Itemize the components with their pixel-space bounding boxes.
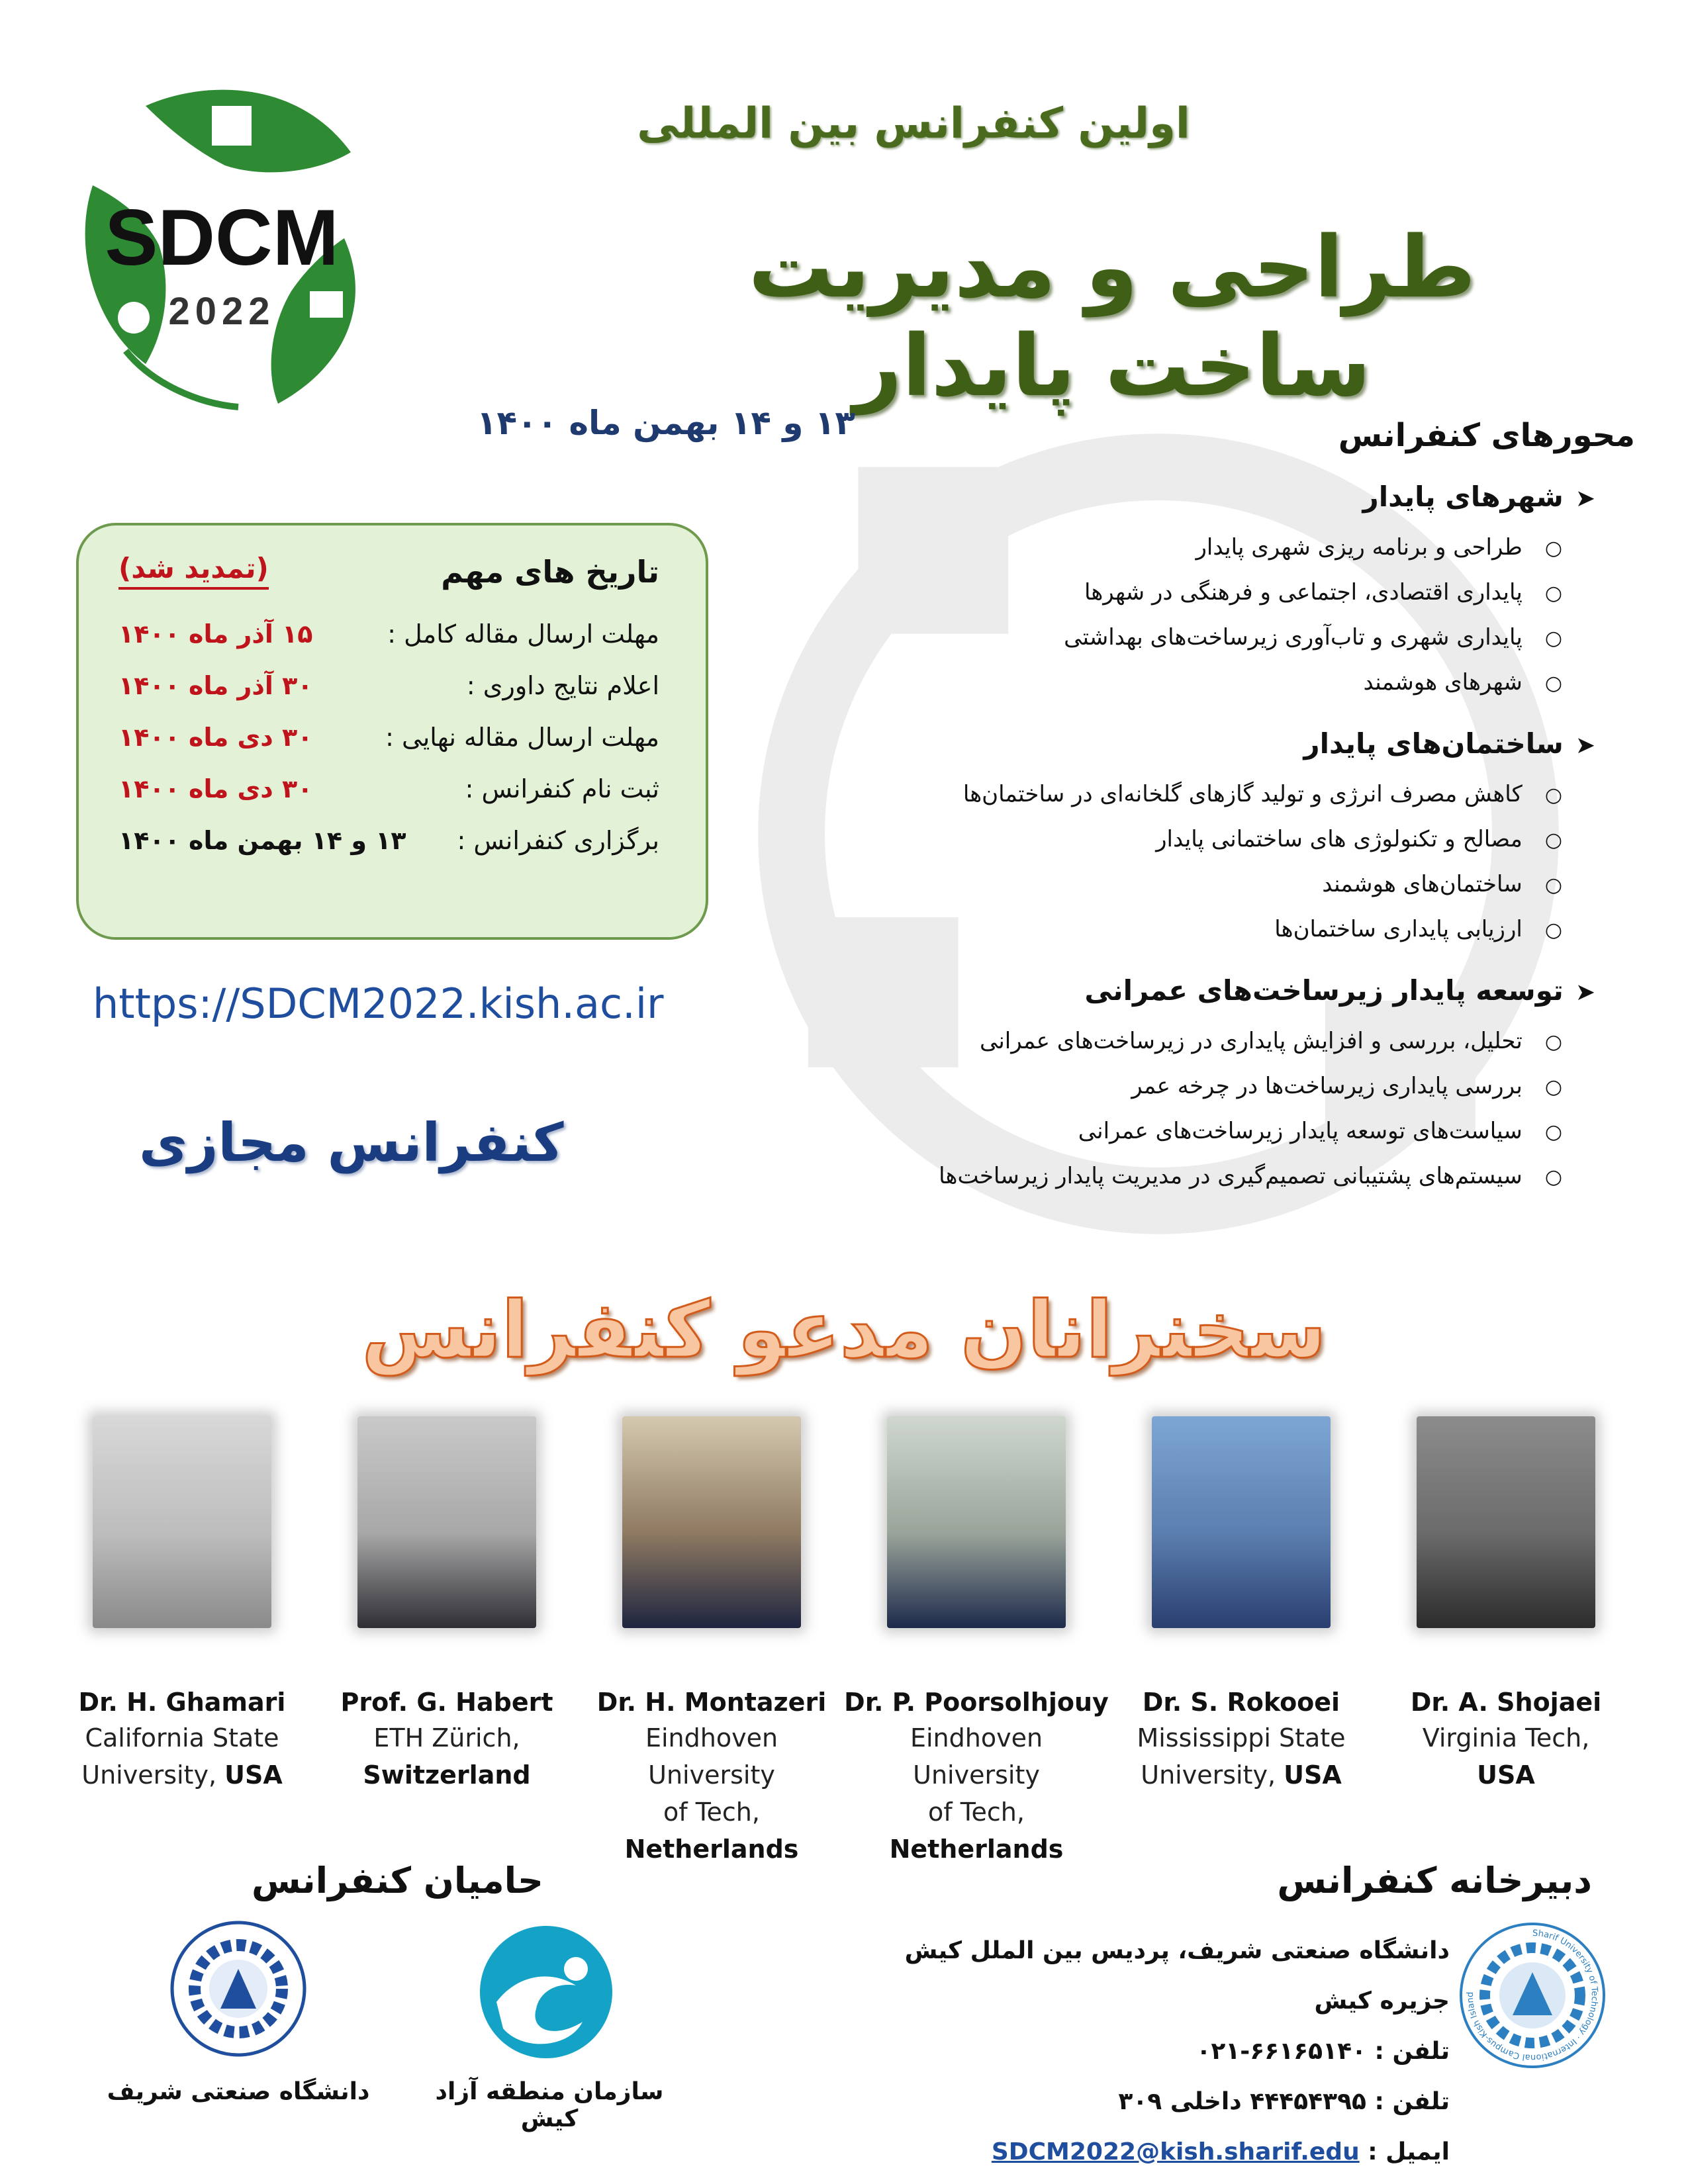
topic-item: ○ پایداری اقتصادی، اجتماعی و فرهنگی در شهرها xyxy=(695,570,1562,615)
speaker-affiliation: Eindhoven University of Tech, Netherlands xyxy=(624,1723,799,1864)
secretariat-title: دبیرخانه کنفرانس xyxy=(1277,1860,1592,1901)
topic-item: ○ تحلیل، بررسی و افزایش پایداری در زیرساخت‌های عمرانی xyxy=(695,1019,1562,1064)
date-label: اعلام نتایج داوری : xyxy=(466,671,659,700)
date-value: ۳۰ دی ماه ۱۴۰۰ xyxy=(118,774,313,803)
kish-free-zone-logo xyxy=(477,1923,616,2062)
topic-item: ○ سیستم‌های پشتیبانی تصمیم‌گیری در مدیریت پایدار زیرساخت‌ها xyxy=(695,1154,1562,1199)
speaker-card xyxy=(1374,1416,1638,1794)
topic-group-title: ➤ توسعه پایدار زیرساخت‌های عمرانی xyxy=(695,974,1595,1007)
date-label: ثبت نام کنفرانس : xyxy=(465,774,659,803)
topic-group xyxy=(695,480,1635,705)
speaker-card xyxy=(314,1416,579,1794)
date-row xyxy=(118,711,659,763)
speaker-photo xyxy=(622,1416,801,1628)
speaker-name: Dr. S. Rokooei xyxy=(1142,1688,1340,1717)
date-value: ۳۰ آذر ماه ۱۴۰۰ xyxy=(118,671,313,700)
topic-group-title: ➤ ساختمان‌های پایدار xyxy=(695,727,1595,760)
date-row xyxy=(118,815,659,866)
speaker-card xyxy=(50,1416,314,1794)
topic-item: ○ شهرهای هوشمند xyxy=(695,660,1562,705)
speakers-title: سخنرانان مدعو کنفرانس xyxy=(361,1284,1327,1375)
speaker-affiliation: Virginia Tech, USA xyxy=(1422,1723,1590,1790)
topic-item: ○ ساختمان‌های هوشمند xyxy=(695,862,1562,907)
secretariat-address: دانشگاه صنعتی شریف، پردیس بین الملل کیش xyxy=(904,1937,1450,1964)
sdcm-logo xyxy=(66,73,377,424)
topic-item: ○ بررسی پایداری زیرساخت‌ها در چرخه عمر xyxy=(695,1064,1562,1109)
sharif-university-logo xyxy=(169,1919,308,2058)
topic-item: ○ مصالح و تکنولوژی های ساختمانی پایدار xyxy=(695,817,1562,862)
logo-text: SDCM xyxy=(105,193,339,282)
topic-item: ○ پایداری شهری و تاب‌آوری زیرساخت‌های بهداشتی xyxy=(695,615,1562,660)
secretariat-city: جزیره کیش xyxy=(1314,1987,1450,2015)
date-value: ۱۳ و ۱۴ بهمن ماه ۱۴۰۰ xyxy=(118,826,406,855)
email-link[interactable]: SDCM2022@kish.sharif.edu xyxy=(991,2138,1360,2165)
conference-date: ۱۳ و ۱۴ بهمن ماه ۱۴۰۰ xyxy=(477,404,855,442)
website-link[interactable]: https://SDCM2022.kish.ac.ir xyxy=(93,979,664,1028)
speaker-photo xyxy=(887,1416,1066,1628)
speaker-photo xyxy=(357,1416,536,1628)
email-label: ایمیل : xyxy=(1359,2138,1450,2165)
speaker-photo xyxy=(1417,1416,1595,1628)
topic-item: ○ ارزیابی پایداری ساختمان‌ها xyxy=(695,907,1562,952)
topic-item: ○ سیاست‌های توسعه پایدار زیرساخت‌های عمرانی xyxy=(695,1109,1562,1154)
speaker-name: Prof. G. Habert xyxy=(340,1688,553,1717)
speaker-affiliation: ETH Zürich, Switzerland xyxy=(363,1723,531,1790)
speaker-photo xyxy=(1152,1416,1331,1628)
date-row xyxy=(118,608,659,660)
virtual-conference-label: کنفرانس مجازی xyxy=(139,1112,564,1173)
date-row xyxy=(118,763,659,815)
speaker-card xyxy=(579,1416,844,1868)
dates-heading xyxy=(118,552,659,590)
important-dates-box xyxy=(76,523,708,940)
sharif-kish-logo xyxy=(1456,1919,1609,2071)
speaker-affiliation: Eindhoven University of Tech, Netherlands xyxy=(889,1723,1064,1864)
date-value: ۱۵ آذر ماه ۱۴۰۰ xyxy=(118,619,313,649)
secretariat-email-row xyxy=(722,2127,1450,2177)
dates-title: تاریخ های مهم xyxy=(441,554,659,590)
date-value: ۳۰ دی ماه ۱۴۰۰ xyxy=(118,723,313,752)
speaker-name: Dr. H. Ghamari xyxy=(78,1688,286,1717)
conference-title: طراحی و مدیریت ساخت پایدار xyxy=(748,218,1476,416)
topics-section xyxy=(695,417,1635,1221)
speaker-name: Dr. H. Montazeri xyxy=(596,1688,827,1717)
secretariat-info xyxy=(722,1926,1450,2177)
date-row xyxy=(118,660,659,711)
sponsor-label: دانشگاه صنعتی شریف xyxy=(107,2078,370,2105)
date-label: برگزاری کنفرانس : xyxy=(457,826,659,855)
conference-supertitle: اولین کنفرانس بین المللی xyxy=(637,99,1190,148)
speaker-card xyxy=(844,1416,1109,1868)
speaker-name: Dr. A. Shojaei xyxy=(1410,1688,1602,1717)
topic-group xyxy=(695,974,1635,1199)
speaker-name: Dr. P. Poorsolhjouy xyxy=(844,1688,1109,1717)
topic-item: ○ طراحی و برنامه ریزی شهری پایدار xyxy=(695,525,1562,570)
topic-group xyxy=(695,727,1635,952)
sponsors-title: حامیان کنفرانس xyxy=(252,1860,543,1901)
sharif-kish-logo-text: Sharif University of Technology · International Campus-Kish Island xyxy=(1465,1928,1600,2063)
speaker-photo xyxy=(93,1416,271,1628)
speaker-card xyxy=(1109,1416,1374,1794)
secretariat-phone: تلفن : ۶۶۱۶۵۱۴۰-۰۲۱ xyxy=(1196,2038,1450,2065)
date-label: مهلت ارسال مقاله نهایی : xyxy=(385,723,659,752)
secretariat-phone-ext: تلفن : ۴۴۴۵۴۳۹۵ داخلی ۳۰۹ xyxy=(1118,2088,1450,2115)
speaker-affiliation: California State University, USA xyxy=(81,1723,283,1790)
date-label: مهلت ارسال مقاله کامل : xyxy=(387,619,659,649)
sponsor-label: سازمان منطقه آزاد کیش xyxy=(435,2078,664,2132)
extended-notice: (تمدید شد) xyxy=(118,552,269,590)
topics-heading: محورهای کنفرانس xyxy=(1338,417,1635,454)
logo-year: 2022 xyxy=(168,290,275,333)
topic-group-title: ➤ شهرهای پایدار xyxy=(695,480,1595,513)
topic-item: ○ کاهش مصرف انرژی و تولید گازهای گلخانه‌ای در ساختمان‌ها xyxy=(695,772,1562,817)
speaker-affiliation: Mississippi State University, USA xyxy=(1137,1723,1346,1790)
